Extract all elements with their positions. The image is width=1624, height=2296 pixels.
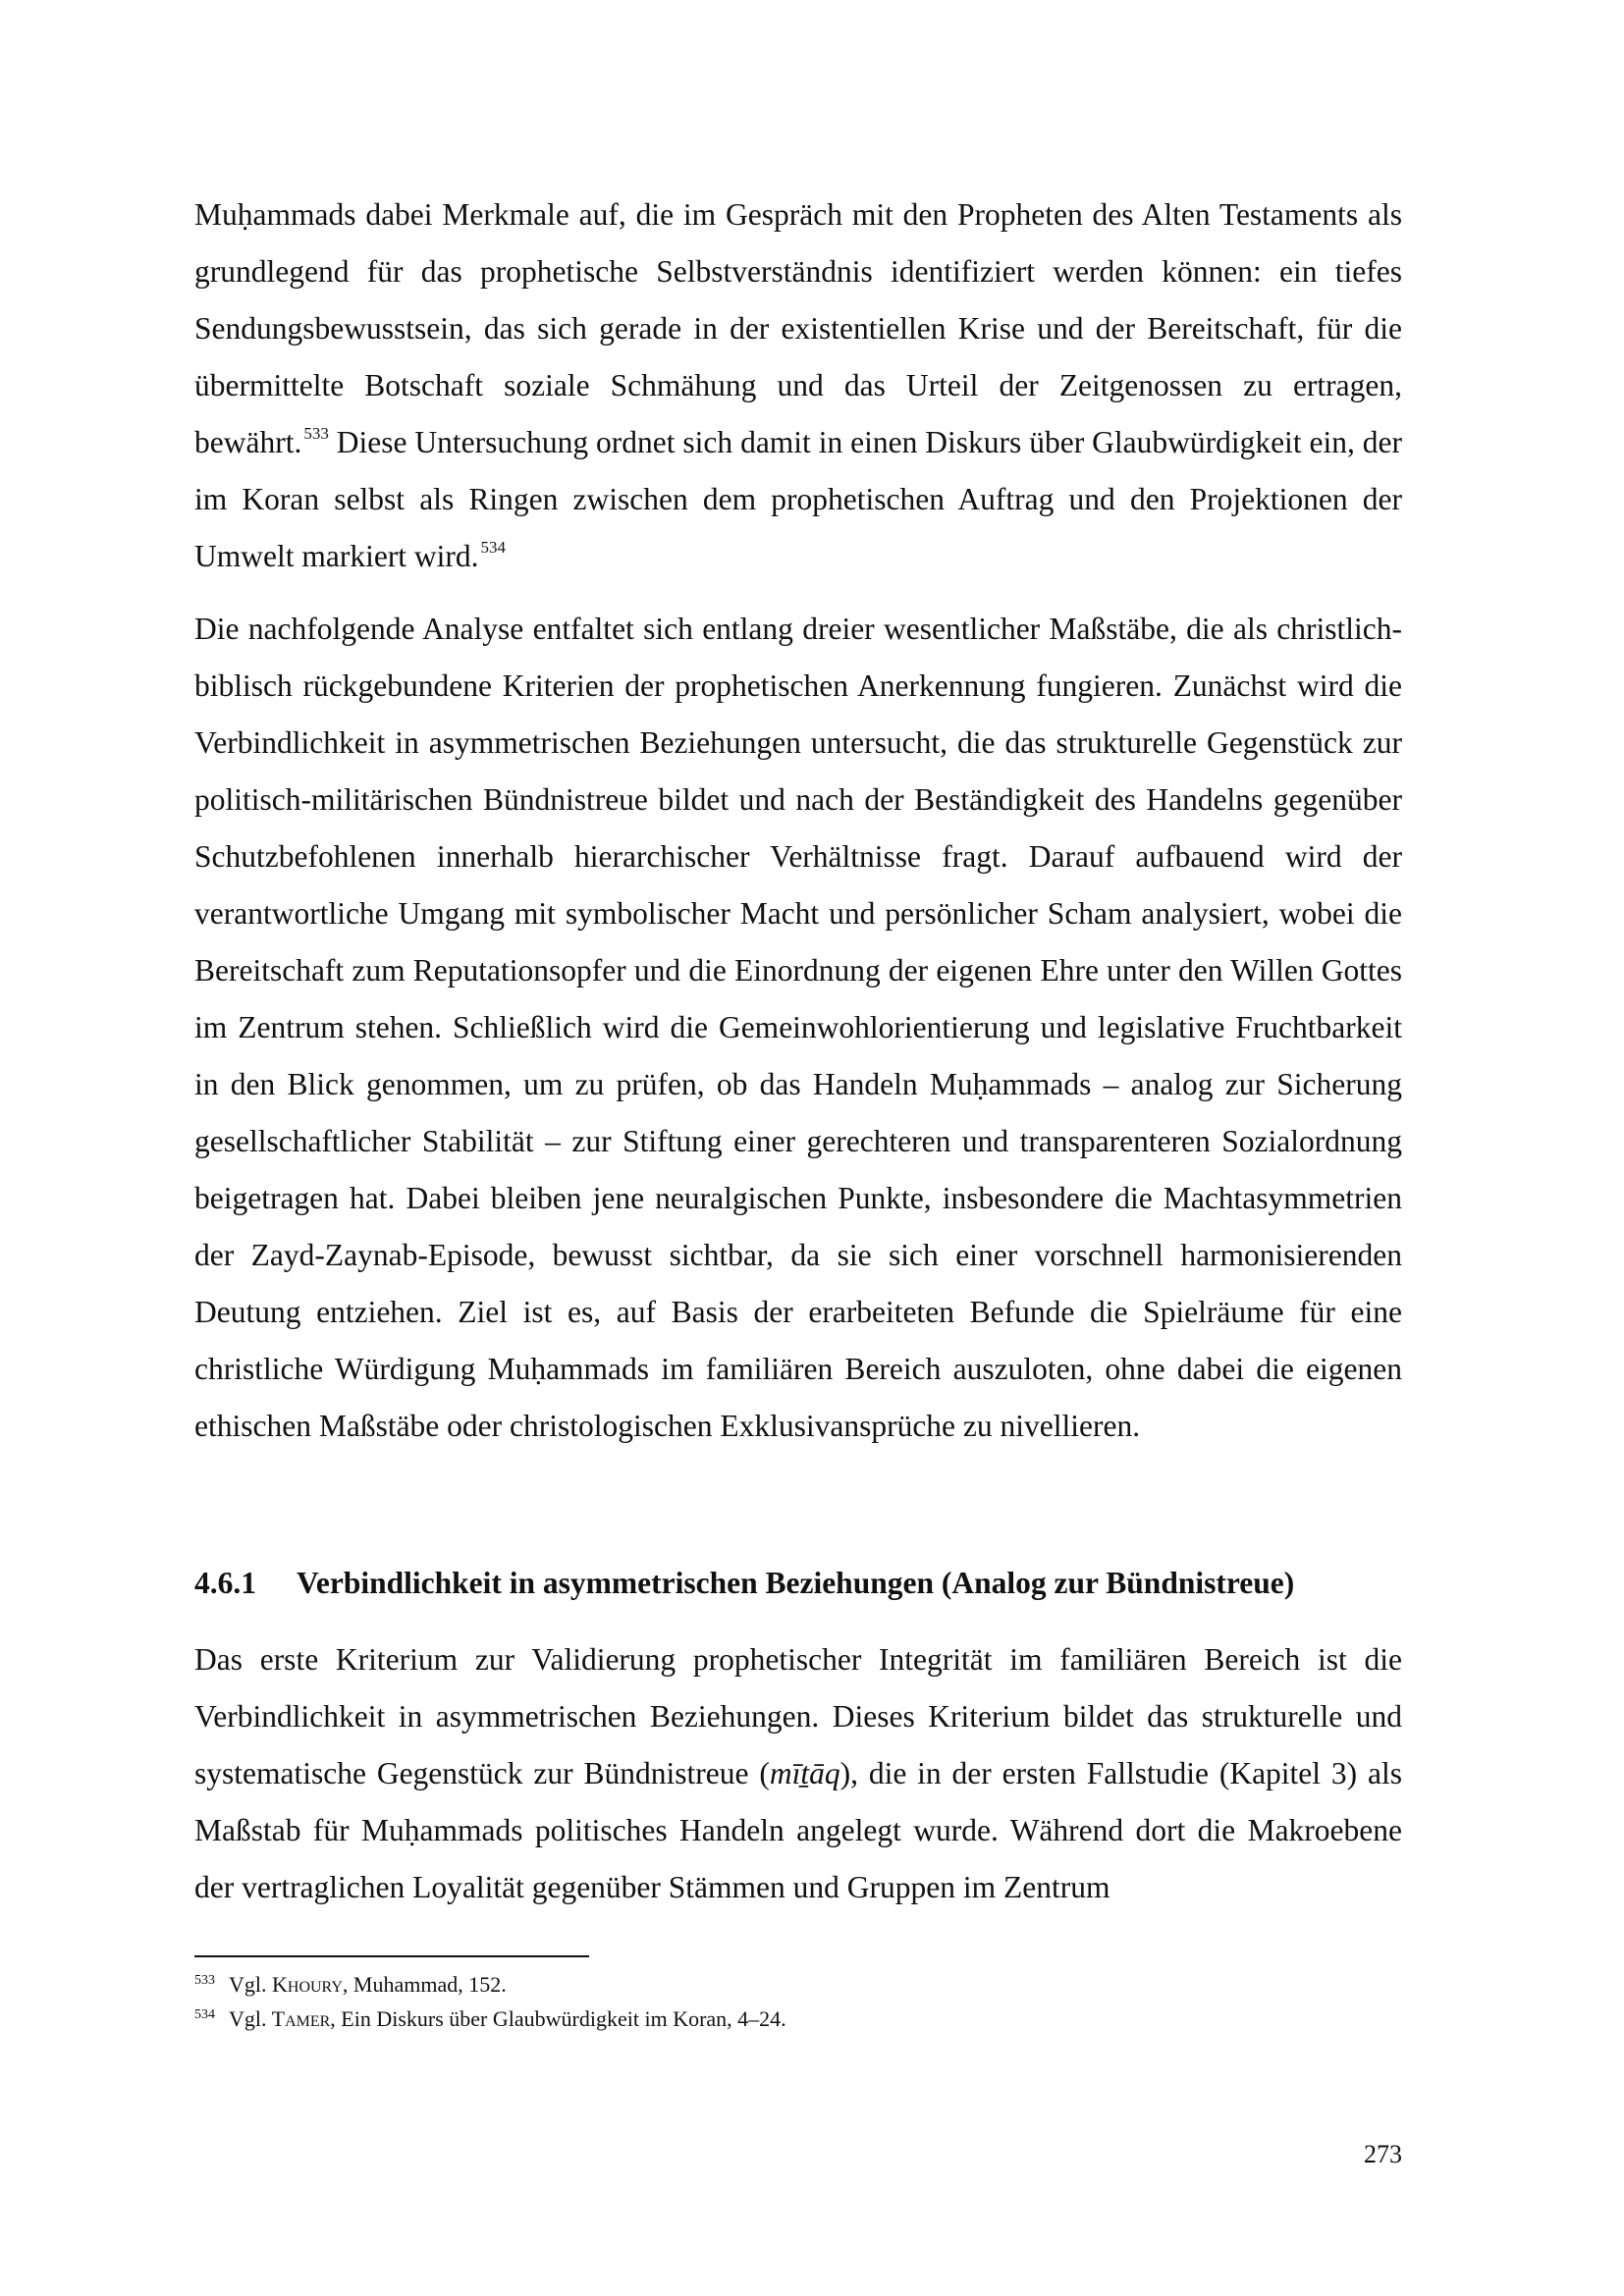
transliterated-term: mīṯāq	[769, 1756, 840, 1790]
footnote-author-initial: T	[271, 2006, 286, 2031]
paragraph-text: Das erste Kriterium zur Validierung prophetischer Integrität im familiären Bereich ist die Verbindlichkeit in asymmetrischen Beziehungen. Dieses Kriterium bildet das strukturelle und systematische Gegenstück zur Bündnistreue (	[194, 1642, 1402, 1790]
footnote-citation: , Muhammad, 152.	[342, 1972, 507, 1997]
paragraph-text: Diese Untersuchung ordnet sich damit in einen Diskurs über Glaubwürdigkeit ein, der im Koran selbst als Ringen zwischen dem prophetischen Auftrag und den Projektionen der Umwelt markiert wird.	[194, 425, 1402, 573]
body-paragraph-2	[194, 601, 1402, 1455]
footnote-author-initial: K	[272, 1972, 288, 1997]
footnotes	[194, 1967, 1402, 2036]
page-number: 273	[1364, 2140, 1402, 2168]
footnote-533	[194, 1967, 1402, 2002]
paragraph-text: Die nachfolgende Analyse entfaltet sich entlang dreier wesentlicher Maßstäbe, die als christlich-biblisch rückgebundene Kriterien der prophetischen Anerkennung fungieren. Zunächst wird die Verbindlichkeit in asymmetrischen Beziehungen untersucht, die das strukturelle Gegenstück zur politisch-militärischen Bündnistreue bildet und nach der Beständigkeit des Handelns gegenüber Schutzbefohlenen innerhalb hierarchischer Verhältnisse fragt. Darauf aufbauend wird der verantwortliche Umgang mit symbolischer Macht und persönlicher Scham analysiert, wobei die Bereitschaft zum Reputationsopfer und die Einordnung der eigenen Ehre unter den Willen Gottes im Zentrum stehen. Schließlich wird die Gemeinwohlorientierung und legislative Fruchtbarkeit in den Blick genommen, um zu prüfen, ob das Handeln Muḥammads – analog zur Sicherung gesellschaftlicher Stabilität – zur Stiftung einer gerechteren und transparenteren Sozialordnung beigetragen hat. Dabei bleiben jene neuralgischen Punkte, insbesondere die Machtasymmetrien der Zayd-Zaynab-Episode, bewusst sichtbar, da sie sich einer vorschnell harmonisierenden Deutung entziehen. Ziel ist es, auf Basis der erarbeiteten Befunde die Spielräume für eine christliche Würdigung Muḥammads im familiären Bereich auszuloten, ohne dabei die eigenen ethischen Maßstäbe oder christologischen Exklusivansprüche zu nivellieren.	[194, 612, 1402, 1443]
footnote-prefix: Vgl.	[229, 1972, 272, 1997]
footnote-number: 534	[194, 2007, 215, 2022]
footnote-divider	[194, 1955, 589, 1957]
section-title: Verbindlichkeit in asymmetrischen Beziehungen (Analog zur Bündnistreue)	[297, 1566, 1295, 1600]
section-number: 4.6.1	[194, 1566, 256, 1600]
body-paragraph-1	[194, 187, 1402, 585]
footnote-citation: , Ein Diskurs über Glaubwürdigkeit im Koran, 4–24.	[330, 2006, 786, 2031]
section-heading	[194, 1555, 1402, 1612]
footnote-number: 533	[194, 1973, 215, 1988]
footnote-534	[194, 2002, 1402, 2036]
body-paragraph-3	[194, 1631, 1402, 1916]
footnote-author-rest: AMER	[285, 2013, 331, 2030]
footnote-author-rest: HOURY	[287, 1979, 343, 1996]
footnote-ref-533[interactable]: 533	[303, 424, 329, 443]
footnote-prefix: Vgl.	[229, 2006, 272, 2031]
paragraph-text: Muḥammads dabei Merkmale auf, die im Gespräch mit den Propheten des Alten Testaments als grundlegend für das prophetische Selbstverständnis identifiziert werden können: ein tiefes Sendungsbewusstsein, das sich gerade in der existentiellen Krise und der Bereitschaft, für die übermittelte Botschaft soziale Schmähung und das Urteil der Zeitgenossen zu ertragen, bewährt.	[194, 197, 1402, 459]
paragraph-text: ), die in der ersten Fallstudie (Kapitel 3) als Maßstab für Muḥammads politisches Handeln angelegt wurde. Während dort die Makroebene der vertraglichen Loyalität gegenüber Stämmen und Gruppen im Zentrum	[194, 1756, 1402, 1904]
footnote-ref-534[interactable]: 534	[480, 538, 507, 557]
